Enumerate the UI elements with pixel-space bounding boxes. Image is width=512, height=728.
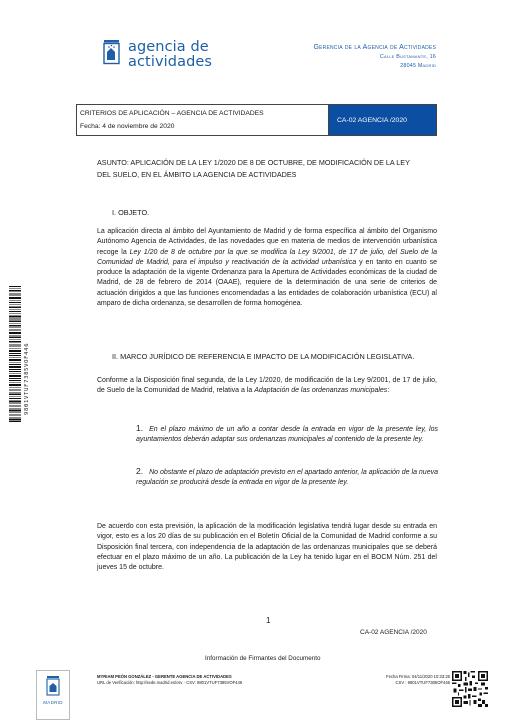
criteria-left bbox=[77, 105, 329, 135]
signature-info bbox=[97, 674, 327, 686]
criteria-title: CRITERIOS DE APLICACIÓN – AGENCIA DE ACTIVIDADES bbox=[80, 110, 264, 117]
quoted-item-2-text: No obstante el plazo de adaptación previsto en el apartado anterior, la aplicación de la nueva regulación se producirá desde la entrada en vigor de la presente ley. bbox=[136, 469, 438, 487]
asunto-line-2: DEL SUELO, EN EL ÁMBITO LA AGENCIA DE ACTIVIDADES bbox=[97, 170, 297, 179]
quoted-item-2 bbox=[136, 466, 438, 489]
logo-line-2: actividades bbox=[128, 54, 213, 70]
madrid-logo bbox=[36, 670, 70, 720]
address-line-1: Calle Bustamante, 16 bbox=[379, 53, 436, 60]
section-2-paragraph-2: De acuerdo con esta previsión, la aplicación de la modificación legislativa tendrá lugar desde su entrada en vigor, esto es a los 20 días de su publicación en el Boletín Oficial de la Comunidad de Madrid conforme a su Disposición final tercera, con independencia de la adaptación de las ordenanzas municipales que se deberá efectuar en el plazo máximo de un año. La publicación de la Ley ha tenido lugar en el BOCM Núm. 251 del jueves 15 de octubre. bbox=[97, 523, 437, 572]
signer-name: MYRIAM PEÓN GONZÁLEZ - GERENTE AGENCIA DE ACTIVIDADES bbox=[97, 674, 232, 679]
qr-code-icon bbox=[452, 671, 488, 707]
criteria-box bbox=[76, 104, 437, 136]
section-2-paragraph-1 bbox=[97, 376, 437, 397]
section-2-title: II. MARCO JURÍDICO DE REFERENCIA E IMPACTO DE LA MODIFICACIÓN LEGISLATIVA. bbox=[112, 352, 415, 361]
signature-date: Fecha Firma: 04/11/2020 10:33:26 bbox=[386, 674, 450, 679]
address-line-2: 28045 Madrid bbox=[400, 63, 436, 69]
section-1-title: I. OBJETO. bbox=[112, 208, 150, 217]
org-name: Gerencia de la Agencia de Actividades bbox=[313, 44, 436, 51]
section-2-text-b: Adaptación de las ordenanzas municipales bbox=[254, 387, 388, 395]
madrid-crest-icon bbox=[46, 676, 60, 696]
criteria-date: Fecha: 4 de noviembre de 2020 bbox=[80, 122, 175, 130]
section-2-text-c: : bbox=[387, 387, 390, 395]
asunto-heading bbox=[97, 157, 437, 181]
signature-meta bbox=[360, 674, 450, 686]
quoted-item-2-number: 2. bbox=[136, 466, 144, 476]
agencia-logo bbox=[103, 40, 212, 70]
madrid-crest-icon bbox=[103, 40, 120, 65]
side-barcode bbox=[9, 286, 21, 422]
logo-text bbox=[128, 40, 212, 70]
asunto-line-1: ASUNTO: APLICACIÓN DE LA LEY 1/2020 DE 8 DE OCTUBRE, DE MODIFICACIÓN DE LA LEY bbox=[97, 158, 410, 167]
madrid-logo-label: MADRID bbox=[43, 700, 63, 705]
side-barcode-code: 9801VTUF7385VOF446 bbox=[24, 342, 30, 415]
section-1-paragraph bbox=[97, 227, 437, 309]
section-2-text-a: Conforme a la Disposición final segunda, de la Ley 1/2020, de modificación de la Ley 9/2001, de 17 de julio, de Suelo de la Comunidad de Madrid, relativa a la bbox=[97, 377, 437, 395]
criteria-code: CA-02 AGENCIA /2020 bbox=[329, 105, 436, 135]
page-footer-code: CA-02 AGENCIA /2020 bbox=[360, 629, 427, 636]
quoted-item-1-text: En el plazo máximo de un año a contar desde la entrada en vigor de la presente ley, los ayuntamientos deberán adaptar sus ordenanzas municipales al contenido de la presente ley. bbox=[136, 426, 438, 444]
quoted-item-1-number: 1. bbox=[136, 423, 144, 433]
verification-url[interactable]: URL de Verificación: http://sede.madrid.es/csv · CSV: 9801VTUF7385VOF446 bbox=[97, 680, 243, 685]
org-address-block bbox=[313, 43, 436, 72]
logo-line-1: agencia de bbox=[128, 39, 209, 55]
signature-csv: CSV : 9801VTUF7385OF446 bbox=[395, 680, 450, 685]
signers-info-title: Información de Firmantes del Documento bbox=[205, 655, 321, 662]
section-1-law-title: Ley 1/20 de 8 de octubre por la que se modifica la Ley 9/2001, de 17 de julio, del Suelo de la Comunidad de Madrid, para el impulso y reactivación de la actividad urbanística bbox=[97, 248, 437, 266]
section-1-text-a: La aplicación directa al ámbito del Ayuntamiento de Madrid y de forma específica al ámbito del Organismo Autónomo Agencia de Actividades, de las novedades que en materia de medios de intervención urbanística recoge la bbox=[97, 228, 437, 256]
page-number: 1 bbox=[266, 616, 271, 625]
quoted-item-1 bbox=[136, 423, 438, 446]
section-1-text-c: y en tanto en cuanto se produce la adaptación de la vigente Ordenanza para la Apertura de Actividades económicas de la ciudad de Madrid, de 28 de febrero de 2014 (OAAE), requiere de la determinación de una serie de criterios de actuación dirigidos a que las funciones encomendadas a las entidades de colaboración urbanística (ECU) al amparo de dicha ordenanza, se desarrollen de forma homogénea. bbox=[97, 258, 437, 308]
